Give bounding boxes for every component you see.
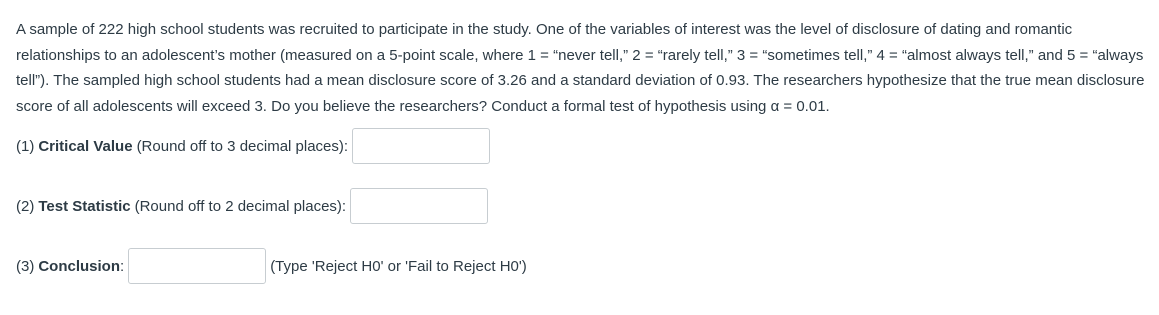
test-statistic-label: Test Statistic (38, 197, 131, 215)
critical-value-row (16, 128, 490, 164)
question-text: A sample of 222 high school students was recruited to participate in the study. One of the variables of interest was the level of disclosure of dating and romantic relationships to an adolescent’s mother (measured on a 5-point scale, where 1 = “never tell,” 2 = “rarely tell,” 3 = “sometimes tell,” 4 = “almost always tell,” and 5 = “always tell”). The sampled high school students had a mean disclosure score of 3.26 and a standard deviation of 0.93. The researchers hypothesize that the true mean disclosure score of all adolescents will exceed 3. Do you believe the researchers? Conduct a formal test of hypothesis using α = 0.01. (16, 21, 1145, 115)
critical-value-number: (1) (16, 137, 35, 155)
conclusion-input[interactable] (128, 248, 266, 284)
conclusion-number: (3) (16, 257, 35, 275)
critical-value-hint: (Round off to 3 decimal places): (136, 137, 349, 155)
critical-value-input[interactable] (352, 128, 490, 164)
test-statistic-input[interactable] (350, 188, 488, 224)
critical-value-label: Critical Value (38, 137, 133, 155)
conclusion-row (16, 248, 527, 284)
test-statistic-hint: (Round off to 2 decimal places): (134, 197, 347, 215)
conclusion-instructions: (Type 'Reject H0' or 'Fail to Reject H0') (270, 257, 527, 275)
conclusion-label: Conclusion (38, 257, 121, 275)
conclusion-colon: : (120, 257, 125, 275)
test-statistic-row (16, 188, 488, 224)
test-statistic-number: (2) (16, 197, 35, 215)
